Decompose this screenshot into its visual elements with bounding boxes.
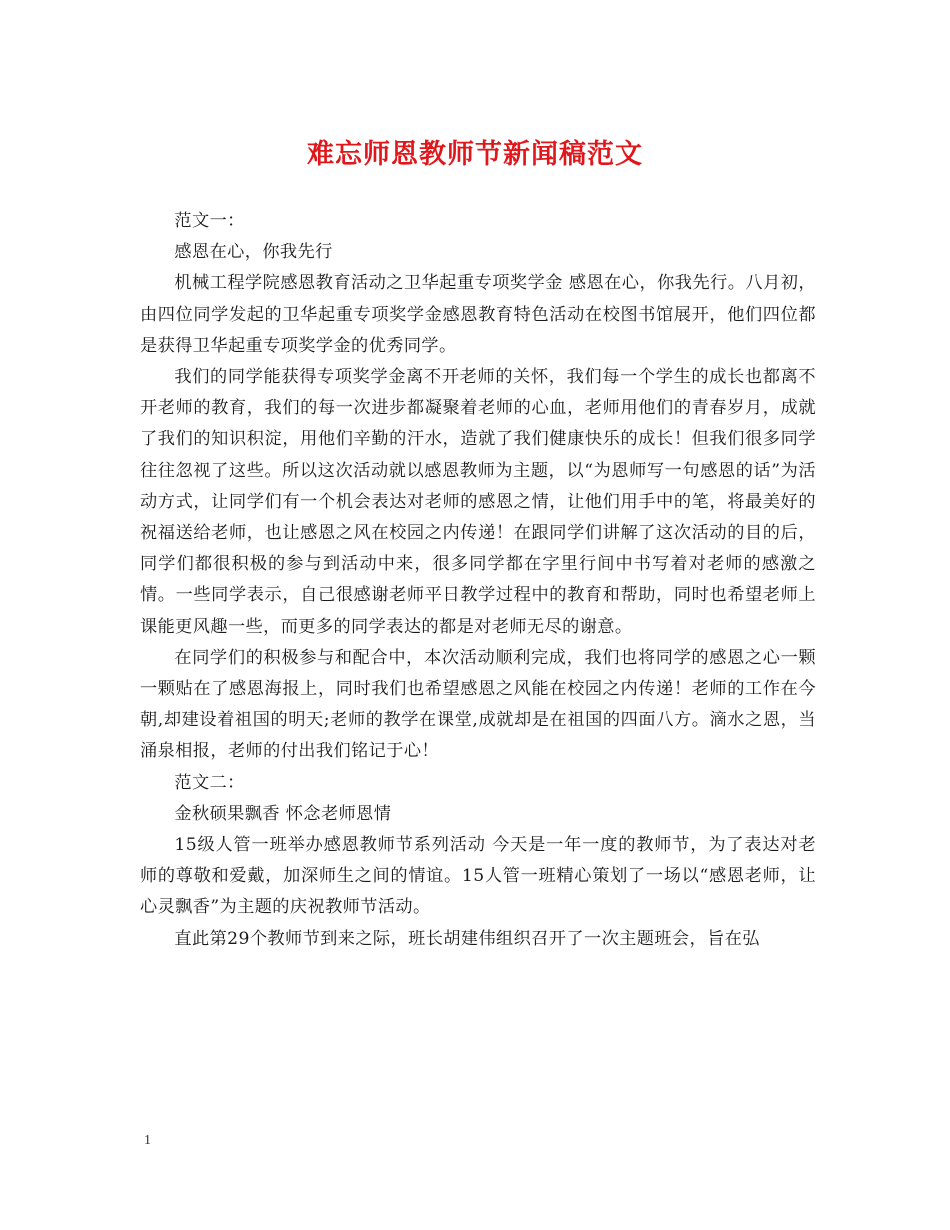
document-body	[140, 206, 816, 955]
page-number: 1	[144, 1133, 151, 1148]
body-paragraph: 机械工程学院感恩教育活动之卫华起重专项奖学金 感恩在心，你我先行。八月初，由四位同学发起的卫华起重专项奖学金感恩教育特色活动在校图书馆展开，他们四位都是获得卫华起重专项奖学金的优秀同学。	[140, 273, 816, 356]
section-label-two: 范文二：	[174, 772, 245, 793]
body-paragraph: 15级人管一班举办感恩教师节系列活动 今天是一年一度的教师节，为了表达对老师的尊敬和爱戴，加深师生之间的情谊。15人管一班精心策划了一场以“感恩老师，让心灵飘香”为主题的庆祝教师节活动。	[140, 835, 816, 918]
subheading-one: 感恩在心，你我先行	[174, 242, 333, 263]
body-paragraph: 直此第29个教师节到来之际，班长胡建伟组织召开了一次主题班会，旨在弘	[174, 928, 760, 949]
document-title: 难忘师恩教师节新闻稿范文	[307, 139, 643, 170]
body-paragraph: 在同学们的积极参与和配合中，本次活动顺利完成，我们也将同学的感恩之心一颗一颗贴在了感恩海报上，同时我们也希望感恩之风能在校园之内传递！老师的工作在今朝,却建设着祖国的明天;老师的教学在课堂,成就却是在祖国的四面八方。滴水之恩，当涌泉相报，老师的付出我们铭记于心！	[140, 647, 816, 762]
body-paragraph: 我们的同学能获得专项奖学金离不开老师的关怀，我们每一个学生的成长也都离不开老师的教育，我们的每一次进步都凝聚着老师的心血，老师用他们的青春岁月，成就了我们的知识积淀，用他们辛勤的汗水，造就了我们健康快乐的成长！但我们很多同学往往忽视了这些。所以这次活动就以感恩教师为主题，以“为恩师写一句感恩的话”为活动方式，让同学们有一个机会表达对老师的感恩之情，让他们用手中的笔，将最美好的祝福送给老师，也让感恩之风在校园之内传递！在跟同学们讲解了这次活动的目的后，同学们都很积极的参与到活动中来，很多同学都在字里行间中书写着对老师的感激之情。一些同学表示，自己很感谢老师平日教学过程中的教育和帮助，同时也希望老师上课能更风趣一些，而更多的同学表达的都是对老师无尽的谢意。	[140, 367, 816, 637]
section-label-one: 范文一：	[174, 211, 245, 231]
subheading-two: 金秋硕果飘香 怀念老师恩情	[174, 803, 392, 824]
